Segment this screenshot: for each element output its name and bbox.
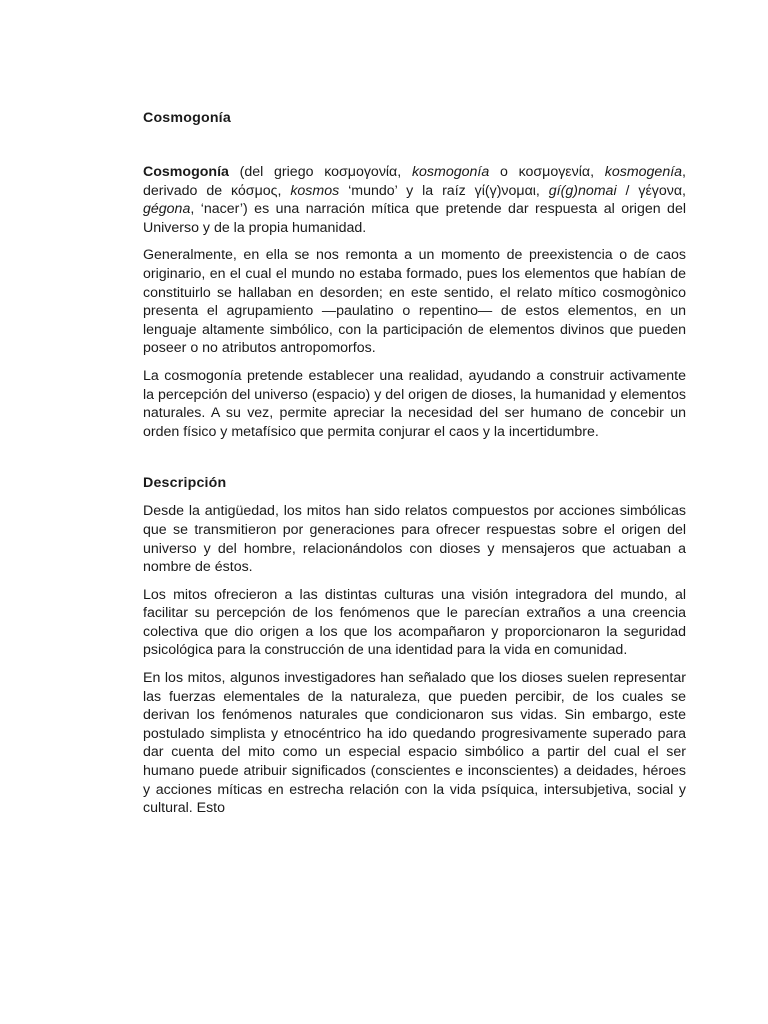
descripcion-paragraph-2: Los mitos ofrecieron a las distintas culturas una visión integradora del mundo, al facilitar su percepción de los fenómenos que le parecían extraños a una creencia colectiva que dio origen a los que los acompañaron y proporcionaron la seguridad psicológica para la construcción de una identidad para la vida en comunidad. <box>143 586 686 659</box>
section-heading-descripcion: Descripción <box>143 475 227 492</box>
section-intro <box>143 163 686 441</box>
term-italic: kosmogonía <box>411 164 490 180</box>
intro-paragraph-3: La cosmogonía pretende establecer una realidad, ayudando a construir activamente la percepción del universo (espacio) y del origen de dioses, la humanidad y elementos naturales. A su vez, permite apreciar la necesidad del ser humano de concebir un orden físico y metafísico que permita conjurar el caos y la incertidumbre. <box>143 367 686 440</box>
document-title: Cosmogonía <box>143 110 231 126</box>
term-italic: gí(g)nomai <box>548 182 617 199</box>
text-run: , derivado de κόσμος, <box>143 164 686 199</box>
descripcion-paragraph-3: En los mitos, algunos investigadores han señalado que los dioses suelen representar las fuerzas elementales de la naturaleza, que pueden percibir, de los cuales se derivan los fenómenos naturales que condicionaron sus vidas. Sin embargo, este postulado simplista y etnocéntrico ha ido quedando progresivamente superado para dar cuenta del mito como un especial espacio simbólico a partir del cual el ser humano puede atribuir significados (conscientes e inconscientes) a deidades, héroes y acciones míticas en estrecha relación con la vida psíquica, intersubjetiva, social y cultural. Esto <box>143 670 686 817</box>
intro-paragraph-2: Generalmente, en ella se nos remonta a un momento de preexistencia o de caos originario, en el cual el mundo no estaba formado, pues los elementos que habían de constituirlo se hallaban en desorden; en este sentido, el relato mítico cosmogònico presenta el agrupamiento —paulatino o repentino— de estos elementos, en un lenguaje altamente simbólico, con la participación de elementos divinos que pueden poseer o no atributos antropomorfos. <box>143 247 686 357</box>
section-descripcion <box>143 502 686 818</box>
intro-paragraph-1 <box>143 163 686 237</box>
text-run: ‘mundo’ y la raíz γί(γ)νομαι, <box>339 182 549 199</box>
term-italic: kosmogenía <box>604 164 683 180</box>
descripcion-paragraph-1: Desde la antigüedad, los mitos han sido relatos compuestos por acciones simbólicas que se transmitieron por generaciones para ofrecer respuestas sobre el origen del universo y del hombre, relacionándolos con dioses y mensajeros que actuaban a nombre de éstos. <box>143 503 686 576</box>
text-run: , ‘nacer’) es una narración mítica que pretende dar respuesta al origen del Universo y de la propia humanidad. <box>143 201 686 236</box>
term-italic: kosmos <box>290 182 340 199</box>
term-bold: Cosmogonía <box>143 164 229 180</box>
text-run: o κοσμογενία, <box>489 164 605 180</box>
term-italic: gégona <box>143 201 191 218</box>
text-run: / γέγονα, <box>616 182 686 199</box>
text-run: (del griego κοσμογονία, <box>228 164 412 180</box>
